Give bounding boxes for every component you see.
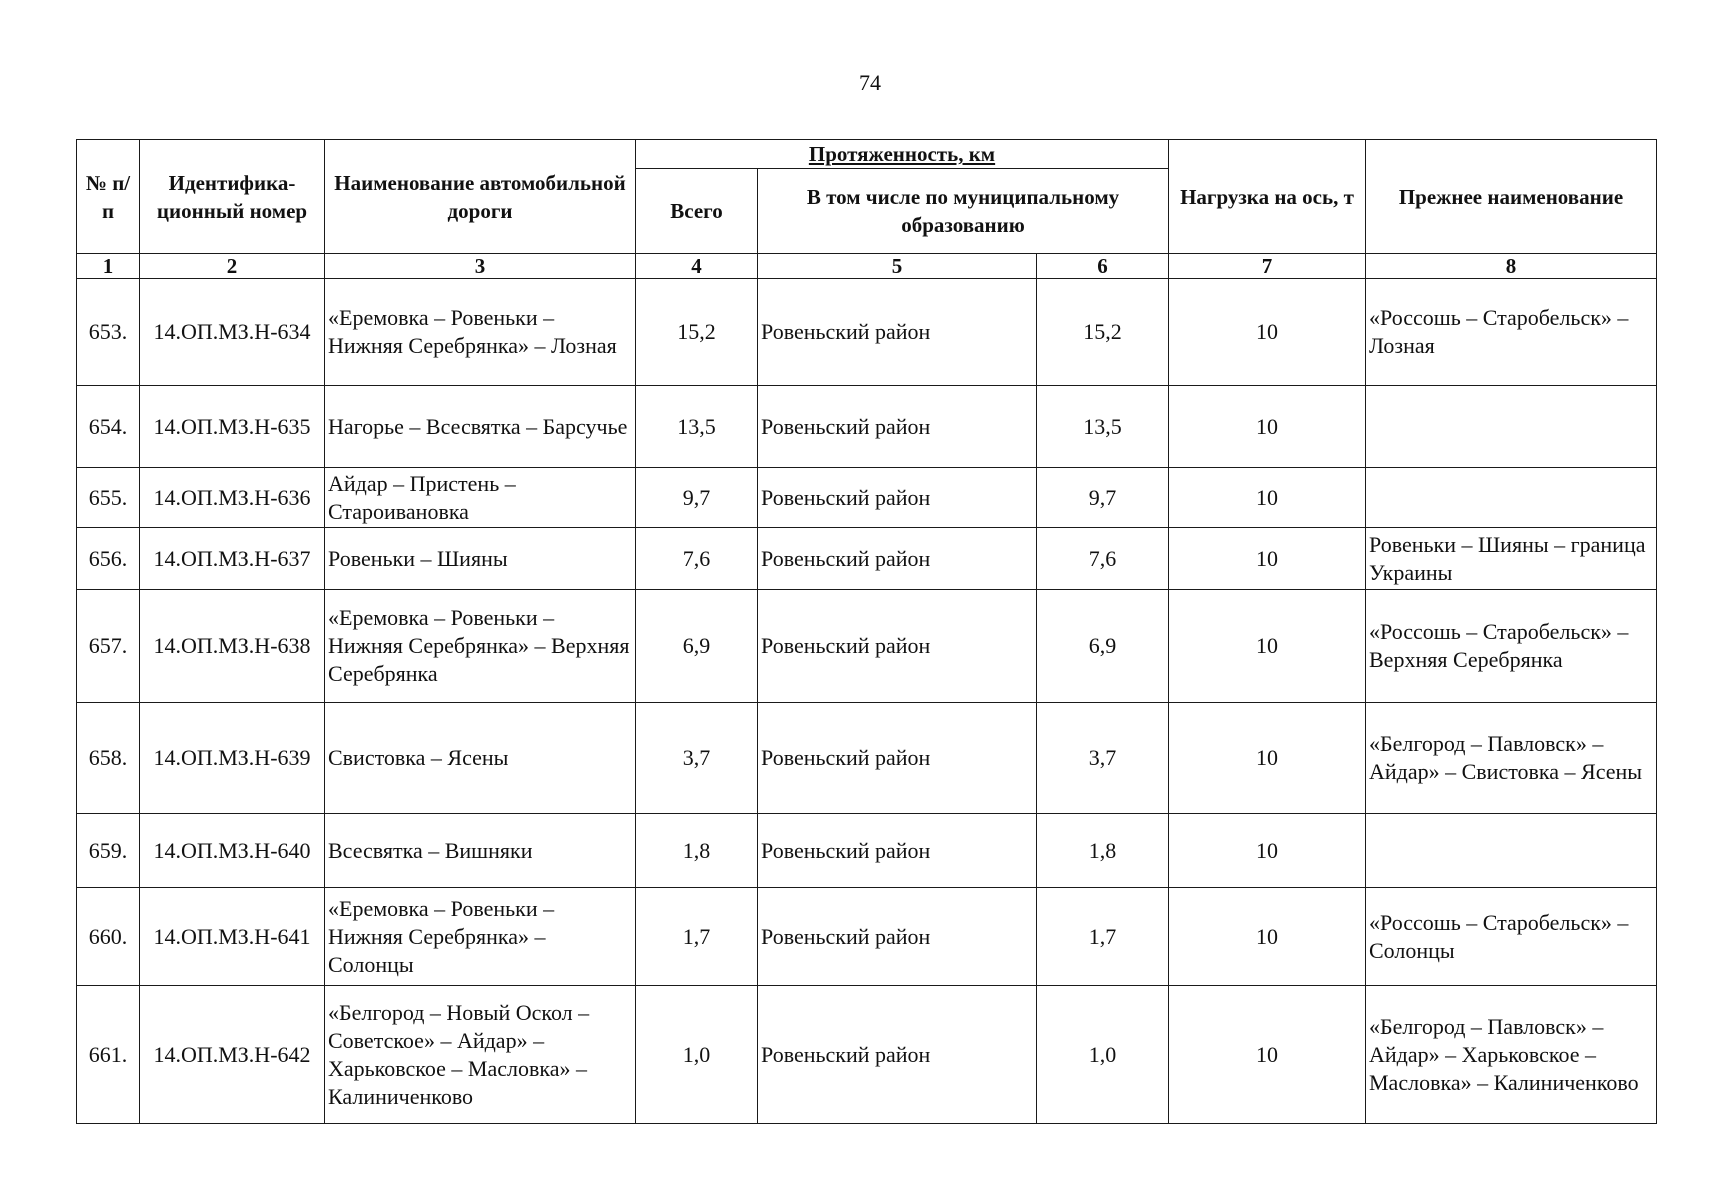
row-number: 657. [77, 590, 140, 703]
municipality: Ровеньский район [758, 814, 1037, 888]
road-id: 14.ОП.МЗ.Н-641 [140, 888, 325, 986]
total-length: 13,5 [636, 386, 758, 468]
former-name: «Россошь – Старобельск» – Лозная [1366, 279, 1657, 386]
header-length-group: Протяженность, км [636, 140, 1169, 169]
header-total: Всего [636, 169, 758, 254]
municipality-length: 3,7 [1037, 703, 1169, 814]
road-name: Нагорье – Всесвятка – Барсучье [325, 386, 636, 468]
row-number: 660. [77, 888, 140, 986]
municipality: Ровеньский район [758, 279, 1037, 386]
axle-load: 10 [1169, 986, 1366, 1124]
axle-load: 10 [1169, 528, 1366, 590]
axle-load: 10 [1169, 703, 1366, 814]
former-name: «Россошь – Старобельск» – Верхняя Серебрянка [1366, 590, 1657, 703]
road-name: «Еремовка – Ровеньки – Нижняя Серебрянка» – Лозная [325, 279, 636, 386]
road-id: 14.ОП.МЗ.Н-640 [140, 814, 325, 888]
axle-load: 10 [1169, 590, 1366, 703]
column-number: 4 [636, 254, 758, 279]
row-number: 661. [77, 986, 140, 1124]
row-number: 656. [77, 528, 140, 590]
column-number: 6 [1037, 254, 1169, 279]
total-length: 1,8 [636, 814, 758, 888]
former-name: «Белгород – Павловск» – Айдар» – Харьковское – Масловка» – Калиниченково [1366, 986, 1657, 1124]
header-axle-load: Нагрузка на ось, т [1169, 140, 1366, 254]
table-row [77, 528, 1657, 590]
municipality: Ровеньский район [758, 888, 1037, 986]
road-id: 14.ОП.МЗ.Н-636 [140, 468, 325, 528]
table-row [77, 986, 1657, 1124]
column-number: 7 [1169, 254, 1366, 279]
road-name: «Еремовка – Ровеньки – Нижняя Серебрянка» – Верхняя Серебрянка [325, 590, 636, 703]
road-name: Айдар – Пристень – Староивановка [325, 468, 636, 528]
former-name: Ровеньки – Шияны – граница Украины [1366, 528, 1657, 590]
table-row [77, 703, 1657, 814]
municipality: Ровеньский район [758, 528, 1037, 590]
road-id: 14.ОП.МЗ.Н-642 [140, 986, 325, 1124]
road-name: Ровеньки – Шияны [325, 528, 636, 590]
page-number: 74 [859, 70, 881, 95]
row-number: 653. [77, 279, 140, 386]
roads-table [76, 139, 1657, 1124]
total-length: 1,0 [636, 986, 758, 1124]
axle-load: 10 [1169, 279, 1366, 386]
former-name [1366, 468, 1657, 528]
column-number: 2 [140, 254, 325, 279]
table-header [77, 140, 1657, 279]
municipality-length: 7,6 [1037, 528, 1169, 590]
axle-load: 10 [1169, 814, 1366, 888]
row-number: 655. [77, 468, 140, 528]
table-row [77, 279, 1657, 386]
road-name: «Белгород – Новый Оскол – Советское» – Айдар» – Харьковское – Масловка» – Калиниченково [325, 986, 636, 1124]
municipality-length: 1,8 [1037, 814, 1169, 888]
table-row [77, 590, 1657, 703]
total-length: 3,7 [636, 703, 758, 814]
road-id: 14.ОП.МЗ.Н-634 [140, 279, 325, 386]
header-municipality: В том числе по муниципальному образованию [758, 169, 1169, 254]
municipality: Ровеньский район [758, 590, 1037, 703]
axle-load: 10 [1169, 468, 1366, 528]
road-name: «Еремовка – Ровеньки – Нижняя Серебрянка» – Солонцы [325, 888, 636, 986]
table-body [77, 279, 1657, 1124]
axle-load: 10 [1169, 386, 1366, 468]
municipality-length: 9,7 [1037, 468, 1169, 528]
total-length: 7,6 [636, 528, 758, 590]
header-row-number: № п/п [77, 140, 140, 254]
road-id: 14.ОП.МЗ.Н-635 [140, 386, 325, 468]
column-number: 1 [77, 254, 140, 279]
header-identifier: Идентифика-ционный номер [140, 140, 325, 254]
total-length: 15,2 [636, 279, 758, 386]
municipality-length: 13,5 [1037, 386, 1169, 468]
row-number: 659. [77, 814, 140, 888]
total-length: 1,7 [636, 888, 758, 986]
table-row [77, 386, 1657, 468]
table-row [77, 468, 1657, 528]
column-number: 3 [325, 254, 636, 279]
header-road-name: Наименование автомобильной дороги [325, 140, 636, 254]
road-id: 14.ОП.МЗ.Н-639 [140, 703, 325, 814]
axle-load: 10 [1169, 888, 1366, 986]
column-number: 5 [758, 254, 1037, 279]
column-number: 8 [1366, 254, 1657, 279]
table-row [77, 814, 1657, 888]
municipality: Ровеньский район [758, 986, 1037, 1124]
total-length: 9,7 [636, 468, 758, 528]
row-number: 658. [77, 703, 140, 814]
municipality: Ровеньский район [758, 386, 1037, 468]
municipality-length: 15,2 [1037, 279, 1169, 386]
former-name: «Россошь – Старобельск» – Солонцы [1366, 888, 1657, 986]
road-id: 14.ОП.МЗ.Н-637 [140, 528, 325, 590]
header-former-name: Прежнее наименование [1366, 140, 1657, 254]
municipality: Ровеньский район [758, 703, 1037, 814]
table-row [77, 888, 1657, 986]
former-name [1366, 814, 1657, 888]
total-length: 6,9 [636, 590, 758, 703]
municipality-length: 1,0 [1037, 986, 1169, 1124]
municipality-length: 1,7 [1037, 888, 1169, 986]
municipality-length: 6,9 [1037, 590, 1169, 703]
former-name [1366, 386, 1657, 468]
road-id: 14.ОП.МЗ.Н-638 [140, 590, 325, 703]
road-name: Всесвятка – Вишняки [325, 814, 636, 888]
municipality: Ровеньский район [758, 468, 1037, 528]
column-numbers-row [77, 254, 1657, 279]
row-number: 654. [77, 386, 140, 468]
road-name: Свистовка – Ясены [325, 703, 636, 814]
former-name: «Белгород – Павловск» – Айдар» – Свистовка – Ясены [1366, 703, 1657, 814]
